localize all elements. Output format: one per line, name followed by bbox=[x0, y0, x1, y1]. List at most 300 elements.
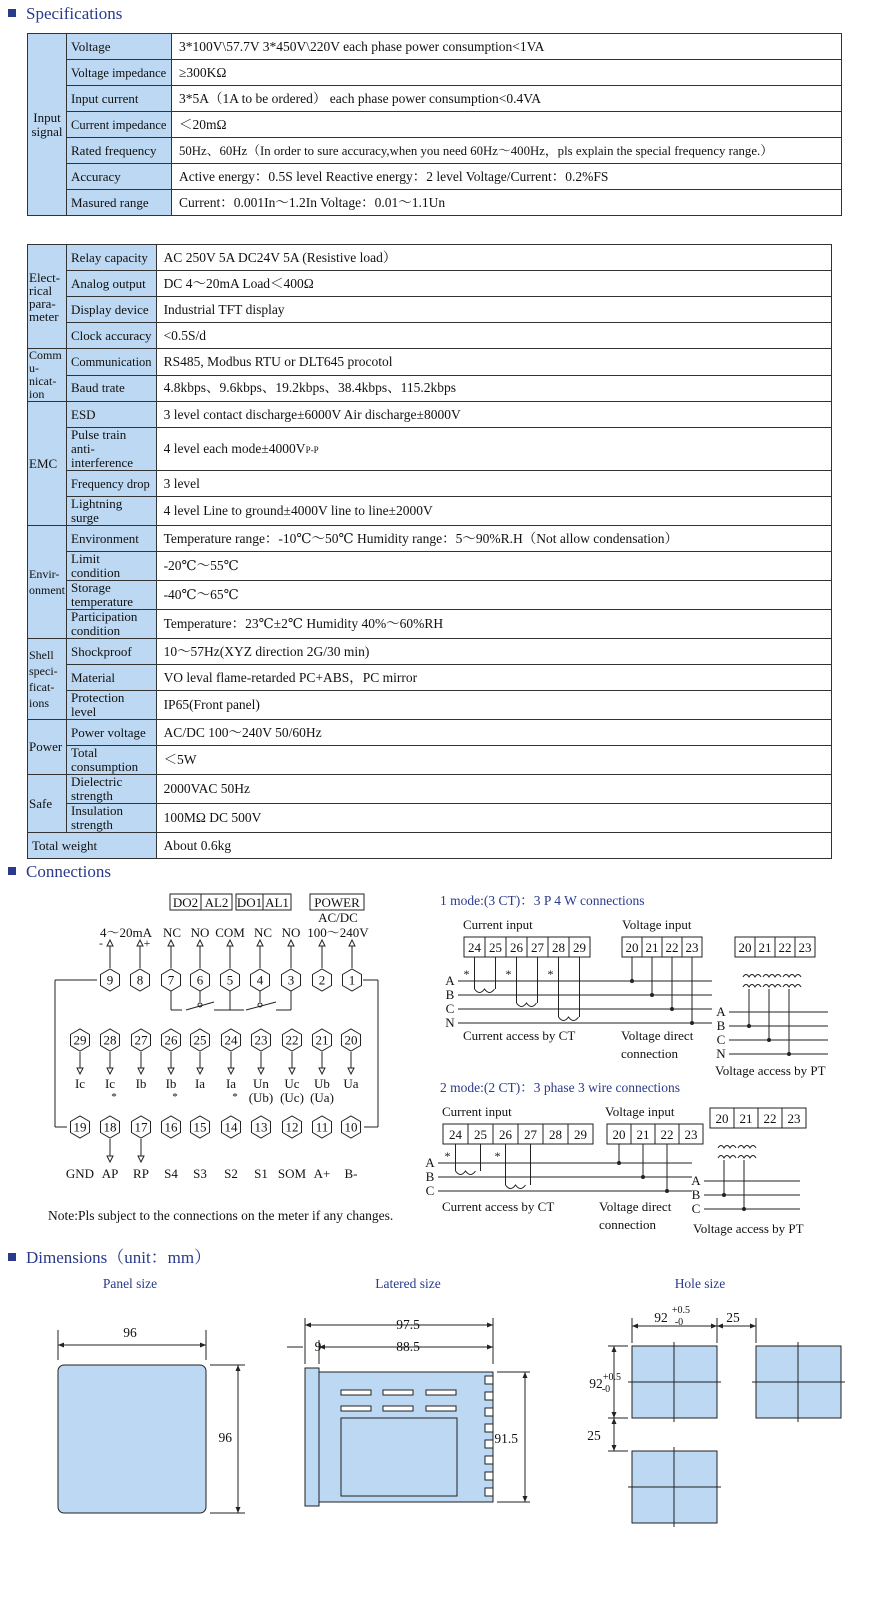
junction-dot bbox=[650, 993, 654, 997]
row-value: Current：0.001In～1.2In Voltage：0.01～1.1Un bbox=[172, 190, 842, 216]
vent-slot-icon bbox=[426, 1390, 456, 1395]
terminal-function-label: NC bbox=[253, 925, 273, 940]
row-label: Pulse train anti-interference bbox=[67, 428, 157, 471]
terminal-number: 21 bbox=[315, 1032, 329, 1048]
coil-icon bbox=[559, 1017, 579, 1021]
arrow-icon bbox=[258, 1068, 264, 1074]
polarity-star: * bbox=[505, 967, 512, 981]
arrow-icon bbox=[197, 940, 203, 946]
row-label: Material bbox=[67, 665, 157, 691]
arrowhead-icon bbox=[236, 1365, 241, 1371]
group-electrical: Elect- rical para- meter bbox=[28, 245, 67, 349]
row-value: 3*100V\57.7V 3*450V\220V each phase power consumption<1VA bbox=[172, 34, 842, 60]
specifications-title: Specifications bbox=[26, 4, 123, 23]
row-value: VO leval flame-retarded PC+ABS，PC mirror bbox=[156, 665, 831, 691]
voltage-input-label: Voltage input bbox=[622, 917, 692, 932]
terminal-number: 3 bbox=[287, 972, 295, 988]
row-value: DC 4～20mA Load＜400Ω bbox=[156, 271, 831, 297]
transformer-coil-icon bbox=[738, 1156, 756, 1159]
vent-slot-icon bbox=[383, 1406, 413, 1411]
arrow-icon bbox=[228, 1068, 234, 1074]
row-label: Rated frequency bbox=[67, 138, 172, 164]
row-label: Power voltage bbox=[67, 720, 157, 746]
polarity-star: * bbox=[444, 1149, 451, 1163]
terminal-function-label: NO bbox=[190, 925, 210, 940]
terminal-number: 24 bbox=[449, 1127, 462, 1142]
row-value: Industrial TFT display bbox=[156, 297, 831, 323]
arrow-icon bbox=[168, 1068, 174, 1074]
row-label: Baud trate bbox=[67, 375, 157, 402]
mode-title: 1 mode:(3 CT)：3 P 4 W connections bbox=[440, 893, 645, 908]
dimensions-title: Dimensions（unit：mm） bbox=[26, 1248, 212, 1267]
terminal-number: 23 bbox=[798, 940, 812, 955]
terminal-number: 29 bbox=[574, 1127, 587, 1142]
arrow-icon bbox=[288, 940, 294, 946]
terminal-function-label: 4～20mA bbox=[99, 925, 153, 940]
row-value: 2000VAC 50Hz bbox=[156, 775, 831, 804]
row-label: Total consumption bbox=[67, 746, 157, 775]
terminal-function-label: Ia bbox=[194, 1076, 206, 1091]
connector-pin-icon bbox=[485, 1472, 493, 1480]
terminal-number: 22 bbox=[660, 1127, 674, 1142]
junction-dot bbox=[747, 1024, 751, 1028]
terminal-number: 2 bbox=[318, 972, 326, 988]
terminal-function-label: Ic bbox=[74, 1076, 86, 1091]
arrowhead-icon bbox=[58, 1343, 64, 1348]
terminal-function-label: NC bbox=[162, 925, 182, 940]
voltage-direct-caption: connection bbox=[599, 1217, 657, 1232]
transformer-coil-icon bbox=[783, 985, 801, 988]
row-value: Active energy：0.5S level Reactive energy：2 level Voltage/Current：0.2%FS bbox=[172, 164, 842, 190]
row-value: Temperature：23℃±2℃ Humidity 40%～60%RH bbox=[156, 610, 831, 639]
terminal-number: 29 bbox=[73, 1032, 87, 1048]
row-value: 100MΩ DC 500V bbox=[156, 804, 831, 833]
arrow-icon bbox=[257, 940, 263, 946]
row-value: AC/DC 100～240V 50/60Hz bbox=[156, 720, 831, 746]
arrowhead-icon bbox=[236, 1507, 241, 1513]
phase-label: C bbox=[425, 1183, 435, 1198]
terminal-function-label: SOM bbox=[277, 1166, 307, 1181]
pt-caption: Voltage access by PT bbox=[693, 1221, 804, 1236]
terminal-function-label: S1 bbox=[254, 1166, 268, 1181]
row-value: ＜20mΩ bbox=[172, 112, 842, 138]
connector-pin-icon bbox=[485, 1424, 493, 1432]
arrow-icon bbox=[319, 940, 325, 946]
voltage-direct-caption: Voltage direct bbox=[621, 1028, 694, 1043]
terminal-number: 21 bbox=[739, 1111, 753, 1126]
panel-width-value: 96 bbox=[123, 1325, 137, 1340]
transformer-coil-icon bbox=[763, 975, 781, 978]
terminal-function-label: A+ bbox=[313, 1166, 331, 1181]
row-label: Analog output bbox=[67, 271, 157, 297]
row-label: Lightning surge bbox=[67, 497, 157, 526]
terminal-number: 21 bbox=[636, 1127, 650, 1142]
phase-label: B bbox=[445, 987, 455, 1002]
arrow-icon bbox=[137, 940, 143, 946]
transformer-coil-icon bbox=[738, 1146, 756, 1149]
terminal-number: 9 bbox=[106, 972, 114, 988]
terminal-number: 20 bbox=[738, 940, 752, 955]
terminal-number: 28 bbox=[552, 940, 565, 955]
terminal-number: 17 bbox=[134, 1119, 148, 1135]
phase-label: A bbox=[445, 973, 455, 988]
ct-caption: Current access by CT bbox=[463, 1028, 576, 1043]
connector-pin-icon bbox=[485, 1376, 493, 1384]
terminal-function-label: RP bbox=[133, 1166, 149, 1181]
terminal-number: 28 bbox=[103, 1032, 117, 1048]
arrow-icon bbox=[107, 1068, 113, 1074]
row-value: ≥300KΩ bbox=[172, 60, 842, 86]
terminal-number: 6 bbox=[196, 972, 204, 988]
row-label: Limit condition bbox=[67, 552, 157, 581]
row-label: Current impedance bbox=[67, 112, 172, 138]
transformer-coil-icon bbox=[743, 985, 761, 988]
row-value: 4 level each mode±4000V bbox=[163, 440, 306, 456]
polarity-star: * bbox=[232, 1091, 238, 1103]
terminal-number: 23 bbox=[684, 1127, 698, 1142]
terminal-function-label: S4 bbox=[164, 1166, 178, 1181]
row-value: 3 level bbox=[156, 471, 831, 497]
row-label: Display device bbox=[67, 297, 157, 323]
terminal-function-label: Ub bbox=[314, 1076, 330, 1091]
terminal-function-label: S2 bbox=[224, 1166, 238, 1181]
current-input-label: Current input bbox=[463, 917, 533, 932]
row-value: -40℃～65℃ bbox=[156, 581, 831, 610]
box-label: AL2 bbox=[204, 895, 229, 910]
terminal-number: 25 bbox=[489, 940, 502, 955]
terminal-number: 12 bbox=[285, 1119, 299, 1135]
vertical-gap-value: 25 bbox=[587, 1428, 601, 1443]
hole-size-title: Hole size bbox=[674, 1276, 726, 1291]
arrow-icon bbox=[168, 940, 174, 946]
terminal-number: 24 bbox=[224, 1032, 238, 1048]
minus-sign: - bbox=[99, 936, 103, 950]
terminal-function-label: B- bbox=[344, 1166, 358, 1181]
connector-pin-icon bbox=[485, 1408, 493, 1416]
row-label: ESD bbox=[67, 402, 157, 428]
terminal-number: 27 bbox=[531, 940, 544, 955]
terminal-number: 21 bbox=[645, 940, 659, 955]
polarity-star: * bbox=[172, 1091, 178, 1103]
hole-height-tolerance-down: -0 bbox=[601, 1384, 611, 1395]
acdc-label: AC/DC bbox=[318, 910, 358, 925]
bezel-shape bbox=[305, 1368, 319, 1506]
row-value: 4 level Line to ground±4000V line to line±2000V bbox=[156, 497, 831, 526]
phase-label: B bbox=[716, 1018, 726, 1033]
group-shell: Shell speci- ficat- ions bbox=[28, 639, 67, 720]
row-label: Frequency drop bbox=[67, 471, 157, 497]
phase-label: B bbox=[691, 1187, 701, 1202]
row-label: Dielectric strength bbox=[67, 775, 157, 804]
bezel-thickness-value: 9 bbox=[314, 1339, 322, 1354]
terminal-number: 28 bbox=[549, 1127, 562, 1142]
terminal-number: 26 bbox=[499, 1127, 512, 1142]
junction-dot bbox=[767, 1038, 771, 1042]
arrowhead-icon bbox=[612, 1418, 617, 1424]
arrowhead-icon bbox=[632, 1324, 638, 1329]
lateral-length-value: 97.5 bbox=[396, 1317, 420, 1332]
group-safe: Safe bbox=[28, 775, 67, 833]
group-emc: EMC bbox=[28, 402, 67, 526]
panel-front-shape bbox=[58, 1365, 206, 1513]
terminal-number: 20 bbox=[715, 1111, 729, 1126]
terminal-number: 20 bbox=[612, 1127, 626, 1142]
row-value: 3 level contact discharge±6000V Air discharge±8000V bbox=[156, 402, 831, 428]
terminal-number: 15 bbox=[193, 1119, 207, 1135]
arrow-icon bbox=[227, 940, 233, 946]
terminal-number: 24 bbox=[468, 940, 481, 955]
junction-dot bbox=[630, 979, 634, 983]
hole-height-tolerance-up: +0.5 bbox=[602, 1372, 622, 1383]
row-value: About 0.6kg bbox=[156, 833, 831, 859]
plus-sign: + bbox=[143, 936, 151, 950]
terminal-function-label: Ua bbox=[343, 1076, 359, 1091]
panel-size-title: Panel size bbox=[102, 1276, 158, 1291]
terminal-number: 26 bbox=[510, 940, 523, 955]
box-label: DO2 bbox=[172, 895, 199, 910]
terminal-number: 23 bbox=[787, 1111, 801, 1126]
row-value: <0.5S/d bbox=[156, 323, 831, 349]
arrow-icon bbox=[349, 940, 355, 946]
terminal-number: 20 bbox=[625, 940, 639, 955]
arrowhead-icon bbox=[523, 1372, 528, 1378]
terminal-function-label: Uc bbox=[284, 1076, 300, 1091]
group-environment: Envir- onment bbox=[28, 526, 67, 639]
phase-label: A bbox=[425, 1155, 435, 1170]
transformer-coil-icon bbox=[718, 1156, 736, 1159]
vent-slot-icon bbox=[341, 1406, 371, 1411]
ct-caption: Current access by CT bbox=[442, 1199, 555, 1214]
terminal-function-label: AP bbox=[101, 1166, 119, 1181]
terminal-number: 22 bbox=[763, 1111, 777, 1126]
terminal-number: 1 bbox=[348, 972, 356, 988]
terminal-number: 4 bbox=[256, 972, 264, 988]
terminal-number: 25 bbox=[193, 1032, 207, 1048]
connections-note: Note:Pls subject to the connections on the meter if any changes. bbox=[48, 1208, 394, 1223]
phase-label: C bbox=[691, 1201, 701, 1216]
terminal-function-label: COM bbox=[215, 925, 245, 940]
arrowhead-icon bbox=[711, 1324, 717, 1329]
terminal-number: 20 bbox=[344, 1032, 358, 1048]
voltage-direct-caption: connection bbox=[621, 1046, 679, 1061]
transformer-coil-icon bbox=[783, 975, 801, 978]
polarity-star: * bbox=[111, 1091, 117, 1103]
terminal-number: 27 bbox=[134, 1032, 148, 1048]
terminal-number: 23 bbox=[685, 940, 699, 955]
terminal-function-label: Ia bbox=[225, 1076, 237, 1091]
row-label: Accuracy bbox=[67, 164, 172, 190]
terminal-function-label: Ib bbox=[165, 1076, 177, 1091]
terminal-number: 26 bbox=[164, 1032, 178, 1048]
row-label: Communication bbox=[67, 349, 157, 376]
arrow-icon bbox=[197, 1068, 203, 1074]
terminal-number: 25 bbox=[474, 1127, 487, 1142]
terminal-number: 22 bbox=[665, 940, 679, 955]
arrowhead-icon bbox=[305, 1323, 311, 1328]
label-area-shape bbox=[341, 1418, 457, 1496]
polarity-star: * bbox=[547, 967, 554, 981]
terminal-number: 22 bbox=[285, 1032, 299, 1048]
terminal-function-label: S3 bbox=[193, 1166, 207, 1181]
transformer-coil-icon bbox=[763, 985, 781, 988]
dimensions-heading bbox=[8, 1243, 211, 1268]
square-bullet-icon bbox=[8, 1253, 16, 1261]
terminal-function-label: Un bbox=[253, 1076, 269, 1091]
junction-dot bbox=[690, 1021, 694, 1025]
transformer-coil-icon bbox=[743, 975, 761, 978]
terminal-number: 13 bbox=[254, 1119, 268, 1135]
phase-label: A bbox=[716, 1004, 726, 1019]
group-power: Power bbox=[28, 720, 67, 775]
panel-height-value: 96 bbox=[218, 1430, 232, 1445]
row-label: Storage temperature bbox=[67, 581, 157, 610]
terminal-number: 8 bbox=[136, 972, 144, 988]
terminal-number: 18 bbox=[103, 1119, 117, 1135]
terminal-function-label: Ib bbox=[135, 1076, 147, 1091]
row-value: 3*5A（1A to be ordered） each phase power consumption<0.4VA bbox=[172, 86, 842, 112]
terminal-function-label: 100～240V bbox=[307, 925, 369, 940]
terminal-number: 27 bbox=[524, 1127, 537, 1142]
mode-title: 2 mode:(2 CT)：3 phase 3 wire connections bbox=[440, 1080, 680, 1095]
arrowhead-icon bbox=[750, 1324, 756, 1329]
row-value: Temperature range：-10℃～50℃ Humidity range：5～90%R.H（Not allow condensation） bbox=[156, 526, 831, 552]
arrow-icon bbox=[319, 1068, 325, 1074]
vent-slot-icon bbox=[426, 1406, 456, 1411]
junction-dot bbox=[617, 1161, 621, 1165]
hole-width-tolerance-up: +0.5 bbox=[671, 1305, 691, 1316]
junction-dot bbox=[641, 1175, 645, 1179]
row-value: AC 250V 5A DC24V 5A (Resistive load） bbox=[156, 245, 831, 271]
terminal-number: 22 bbox=[778, 940, 792, 955]
row-label: Voltage impedance bbox=[67, 60, 172, 86]
row-label: Input current bbox=[67, 86, 172, 112]
row-label: Insulation strength bbox=[67, 804, 157, 833]
alt-function-label: (Ua) bbox=[310, 1090, 334, 1105]
coil-icon bbox=[517, 1003, 537, 1007]
row-value: 50Hz、60Hz（In order to sure accuracy,when you need 60Hz～400Hz，pls explain the special frequency range.） bbox=[172, 138, 842, 164]
junction-dot bbox=[722, 1193, 726, 1197]
polarity-star: * bbox=[463, 967, 470, 981]
row-label: Clock accuracy bbox=[67, 323, 157, 349]
row-value: ＜5W bbox=[156, 746, 831, 775]
arrowhead-icon bbox=[612, 1412, 617, 1418]
arrow-icon bbox=[107, 1156, 113, 1162]
arrow-icon bbox=[77, 1068, 83, 1074]
arrowhead-icon bbox=[487, 1323, 493, 1328]
hole-width-value: 92 bbox=[654, 1310, 668, 1325]
junction-dot bbox=[742, 1207, 746, 1211]
junction-dot bbox=[670, 1007, 674, 1011]
row-value: -20℃～55℃ bbox=[156, 552, 831, 581]
terminal-number: 14 bbox=[224, 1119, 238, 1135]
terminal-function-label: Ic bbox=[104, 1076, 116, 1091]
connections-title: Connections bbox=[26, 862, 111, 881]
transformer-coil-icon bbox=[718, 1146, 736, 1149]
arrow-icon bbox=[107, 940, 113, 946]
group-weight: Total weight bbox=[28, 833, 157, 859]
arrow-icon bbox=[138, 1068, 144, 1074]
row-value: IP65(Front panel) bbox=[156, 691, 831, 720]
terminal-number: 29 bbox=[573, 940, 586, 955]
terminal-number: 19 bbox=[73, 1119, 87, 1135]
connector-pin-icon bbox=[485, 1488, 493, 1496]
horizontal-gap-value: 25 bbox=[726, 1310, 740, 1325]
row-label: Environment bbox=[67, 526, 157, 552]
terminal-function-label: GND bbox=[65, 1166, 95, 1181]
arrowhead-icon bbox=[717, 1324, 723, 1329]
terminal-number: 10 bbox=[344, 1119, 358, 1135]
arrow-icon bbox=[348, 1068, 354, 1074]
row-value-subscript: P-P bbox=[305, 444, 319, 455]
group-input-signal: Input signal bbox=[28, 34, 67, 216]
terminal-number: 16 bbox=[164, 1119, 178, 1135]
hole-height-value: 92 bbox=[589, 1376, 603, 1391]
arrowhead-icon bbox=[523, 1496, 528, 1502]
arrowhead-icon bbox=[612, 1346, 617, 1352]
arrowhead-icon bbox=[487, 1345, 493, 1350]
terminal-function-label: NO bbox=[281, 925, 301, 940]
junction-dot bbox=[665, 1189, 669, 1193]
row-value: 4.8kbps、9.6kbps、19.2kbps、38.4kbps、115.2kbps bbox=[156, 375, 831, 402]
pt-caption: Voltage access by PT bbox=[715, 1063, 826, 1078]
coil-icon bbox=[475, 989, 495, 993]
voltage-input-label: Voltage input bbox=[605, 1104, 675, 1119]
row-value: RS485, Modbus RTU or DLT645 procotol bbox=[156, 349, 831, 376]
arrow-icon bbox=[138, 1156, 144, 1162]
vent-slot-icon bbox=[383, 1390, 413, 1395]
phase-label: N bbox=[445, 1015, 455, 1030]
connector-pin-icon bbox=[485, 1440, 493, 1448]
terminal-number: 11 bbox=[315, 1119, 329, 1135]
polarity-star: * bbox=[494, 1149, 501, 1163]
connector-pin-icon bbox=[485, 1392, 493, 1400]
phase-label: N bbox=[716, 1046, 726, 1061]
box-label: AL1 bbox=[265, 895, 289, 910]
hole-width-tolerance-down: -0 bbox=[674, 1317, 684, 1328]
junction-dot bbox=[787, 1052, 791, 1056]
terminal-number: 7 bbox=[167, 972, 175, 988]
alt-function-label: (Ub) bbox=[248, 1090, 274, 1105]
alt-function-label: (Uc) bbox=[280, 1090, 304, 1105]
row-label: Relay capacity bbox=[67, 245, 157, 271]
arrowhead-icon bbox=[200, 1343, 206, 1348]
connector-pin-icon bbox=[485, 1456, 493, 1464]
coil-icon bbox=[506, 1185, 526, 1189]
voltage-direct-caption: Voltage direct bbox=[599, 1199, 672, 1214]
terminal-number: 23 bbox=[254, 1032, 268, 1048]
coil-icon bbox=[456, 1171, 476, 1175]
phase-label: A bbox=[691, 1173, 701, 1188]
vent-slot-icon bbox=[341, 1390, 371, 1395]
box-label: POWER bbox=[314, 895, 360, 910]
lateral-height-value: 91.5 bbox=[494, 1431, 518, 1446]
phase-label: C bbox=[716, 1032, 726, 1047]
row-label: Protection level bbox=[67, 691, 157, 720]
arrowhead-icon bbox=[612, 1445, 617, 1451]
group-communication: Comm u-nicat- ion bbox=[28, 349, 67, 402]
row-label: Masured range bbox=[67, 190, 172, 216]
lateral-size-title: Latered size bbox=[375, 1276, 441, 1291]
arrow-icon bbox=[289, 1068, 295, 1074]
phase-label: C bbox=[445, 1001, 455, 1016]
row-value: 10～57Hz(XYZ direction 2G/30 min) bbox=[156, 639, 831, 665]
row-label: Voltage bbox=[67, 34, 172, 60]
row-label: Participation condition bbox=[67, 610, 157, 639]
box-label: DO1 bbox=[236, 895, 263, 910]
current-input-label: Current input bbox=[442, 1104, 512, 1119]
body-length-value: 88.5 bbox=[396, 1339, 420, 1354]
row-label: Shockproof bbox=[67, 639, 157, 665]
